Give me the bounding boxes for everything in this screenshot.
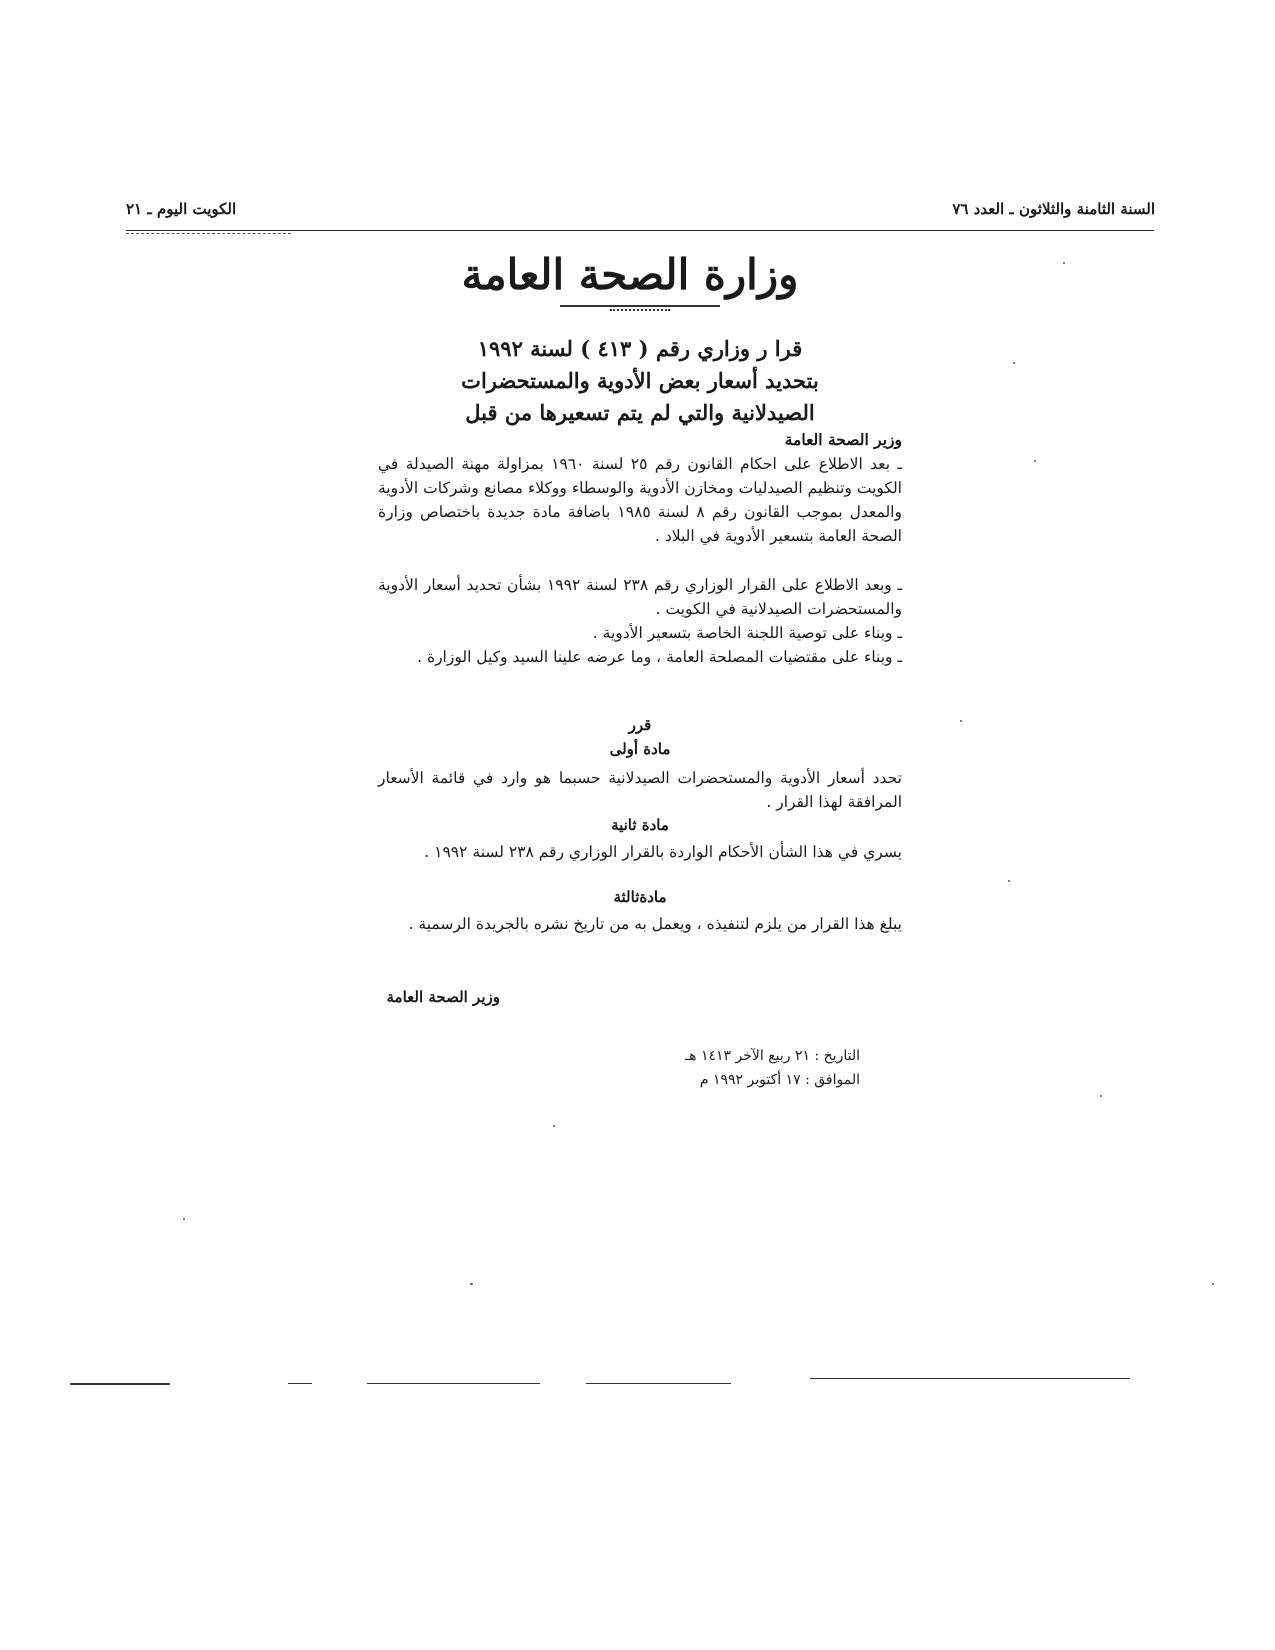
footer-rule bbox=[810, 1378, 1130, 1379]
article-text: يسري في هذا الشأن الأحكام الواردة بالقرار الوزاري رقم ٢٣٨ لسنة ١٩٩٢ . bbox=[424, 843, 902, 861]
heading-ornament bbox=[560, 305, 720, 307]
footer-rule bbox=[367, 1383, 540, 1384]
header-page-number: الكويت اليوم ـ ٢١ bbox=[126, 200, 237, 218]
heading-ornament-dots bbox=[610, 309, 670, 311]
footer-rule bbox=[288, 1383, 312, 1384]
header-rule bbox=[126, 230, 1154, 231]
minister-signature: وزير الصحة العامة bbox=[386, 988, 500, 1006]
header-issue-number: السنة الثامنة والثلاثون ـ العدد ٧٦ bbox=[952, 200, 1155, 218]
scan-speck bbox=[1063, 262, 1065, 264]
preamble-paragraph: ـ وبناء على توصية اللجنة الخاصة بتسعير الأدوية . bbox=[592, 624, 902, 642]
footer-rule bbox=[586, 1383, 731, 1384]
preamble-paragraph: ـ بعد الاطلاع على احكام القانون رقم ٢٥ لسنة ١٩٦٠ بمزاولة مهنة الصيدلة في الكويت وتنظيم الصيدليات ومخازن الأدوية والوسطاء ووكلاء مصانع وشركات الأدوية والمعدل بموجب القانون رقم ٨ لسنة ١٩٨٥ باضافة مادة جديدة باختصاص وزارة الصحة العامة بتسعير الأدوية في البلاد . bbox=[378, 455, 902, 545]
scan-speck bbox=[1100, 1095, 1102, 1097]
date-gregorian: الموافق : ١٧ أكتوبر ١٩٩٢ م bbox=[699, 1072, 860, 1088]
scan-speck bbox=[1034, 460, 1036, 462]
article-heading: مادة أولى bbox=[609, 740, 671, 758]
decree-title-line: بتحديد أسعار بعض الأدوية والمستحضرات bbox=[461, 368, 819, 393]
article-heading: مادةثالثة bbox=[613, 888, 667, 906]
scan-speck bbox=[470, 1283, 473, 1285]
scan-speck bbox=[960, 720, 962, 722]
decree-title-line: قرا ر وزاري رقم ( ٤١٣ ) لسنة ١٩٩٢ bbox=[477, 336, 803, 361]
scan-speck bbox=[553, 1125, 555, 1127]
scan-speck bbox=[1013, 362, 1015, 364]
article-text: تحدد أسعار الأدوية والمستحضرات الصيدلانية حسبما هو وارد في قائمة الأسعار المرافقة لهذا القرار . bbox=[378, 769, 902, 811]
preamble-paragraph: ـ وبعد الاطلاع على القرار الوزاري رقم ٢٣٨ لسنة ١٩٩٢ بشأن تحديد أسعار الأدوية والمستحضرات الصيدلانية في الكويت . bbox=[378, 576, 902, 618]
decree-title-line: الصيدلانية والتي لم يتم تسعيرها من قبل bbox=[465, 400, 815, 425]
date-hijri: التاريخ : ٢١ ربيع الآخر ١٤١٣ هـ bbox=[685, 1048, 860, 1064]
footer-rule bbox=[70, 1383, 170, 1385]
scan-speck bbox=[1008, 880, 1010, 882]
issuer-label: وزير الصحة العامة bbox=[784, 430, 902, 449]
scan-speck bbox=[1212, 1283, 1214, 1285]
ministry-heading: وزارة الصحة العامة bbox=[461, 250, 799, 299]
preamble-paragraph: ـ وبناء على مقتضيات المصلحة العامة ، وما عرضه علينا السيد وكيل الوزارة . bbox=[417, 648, 902, 666]
header-rule-dashed bbox=[126, 233, 291, 234]
article-heading: مادة ثانية bbox=[611, 816, 669, 834]
scan-speck bbox=[183, 1218, 185, 1220]
decided-heading: قرر bbox=[628, 716, 652, 734]
article-text: يبلغ هذا القرار من يلزم لتنفيذه ، ويعمل به من تاريخ نشره بالجريدة الرسمية . bbox=[408, 915, 902, 933]
